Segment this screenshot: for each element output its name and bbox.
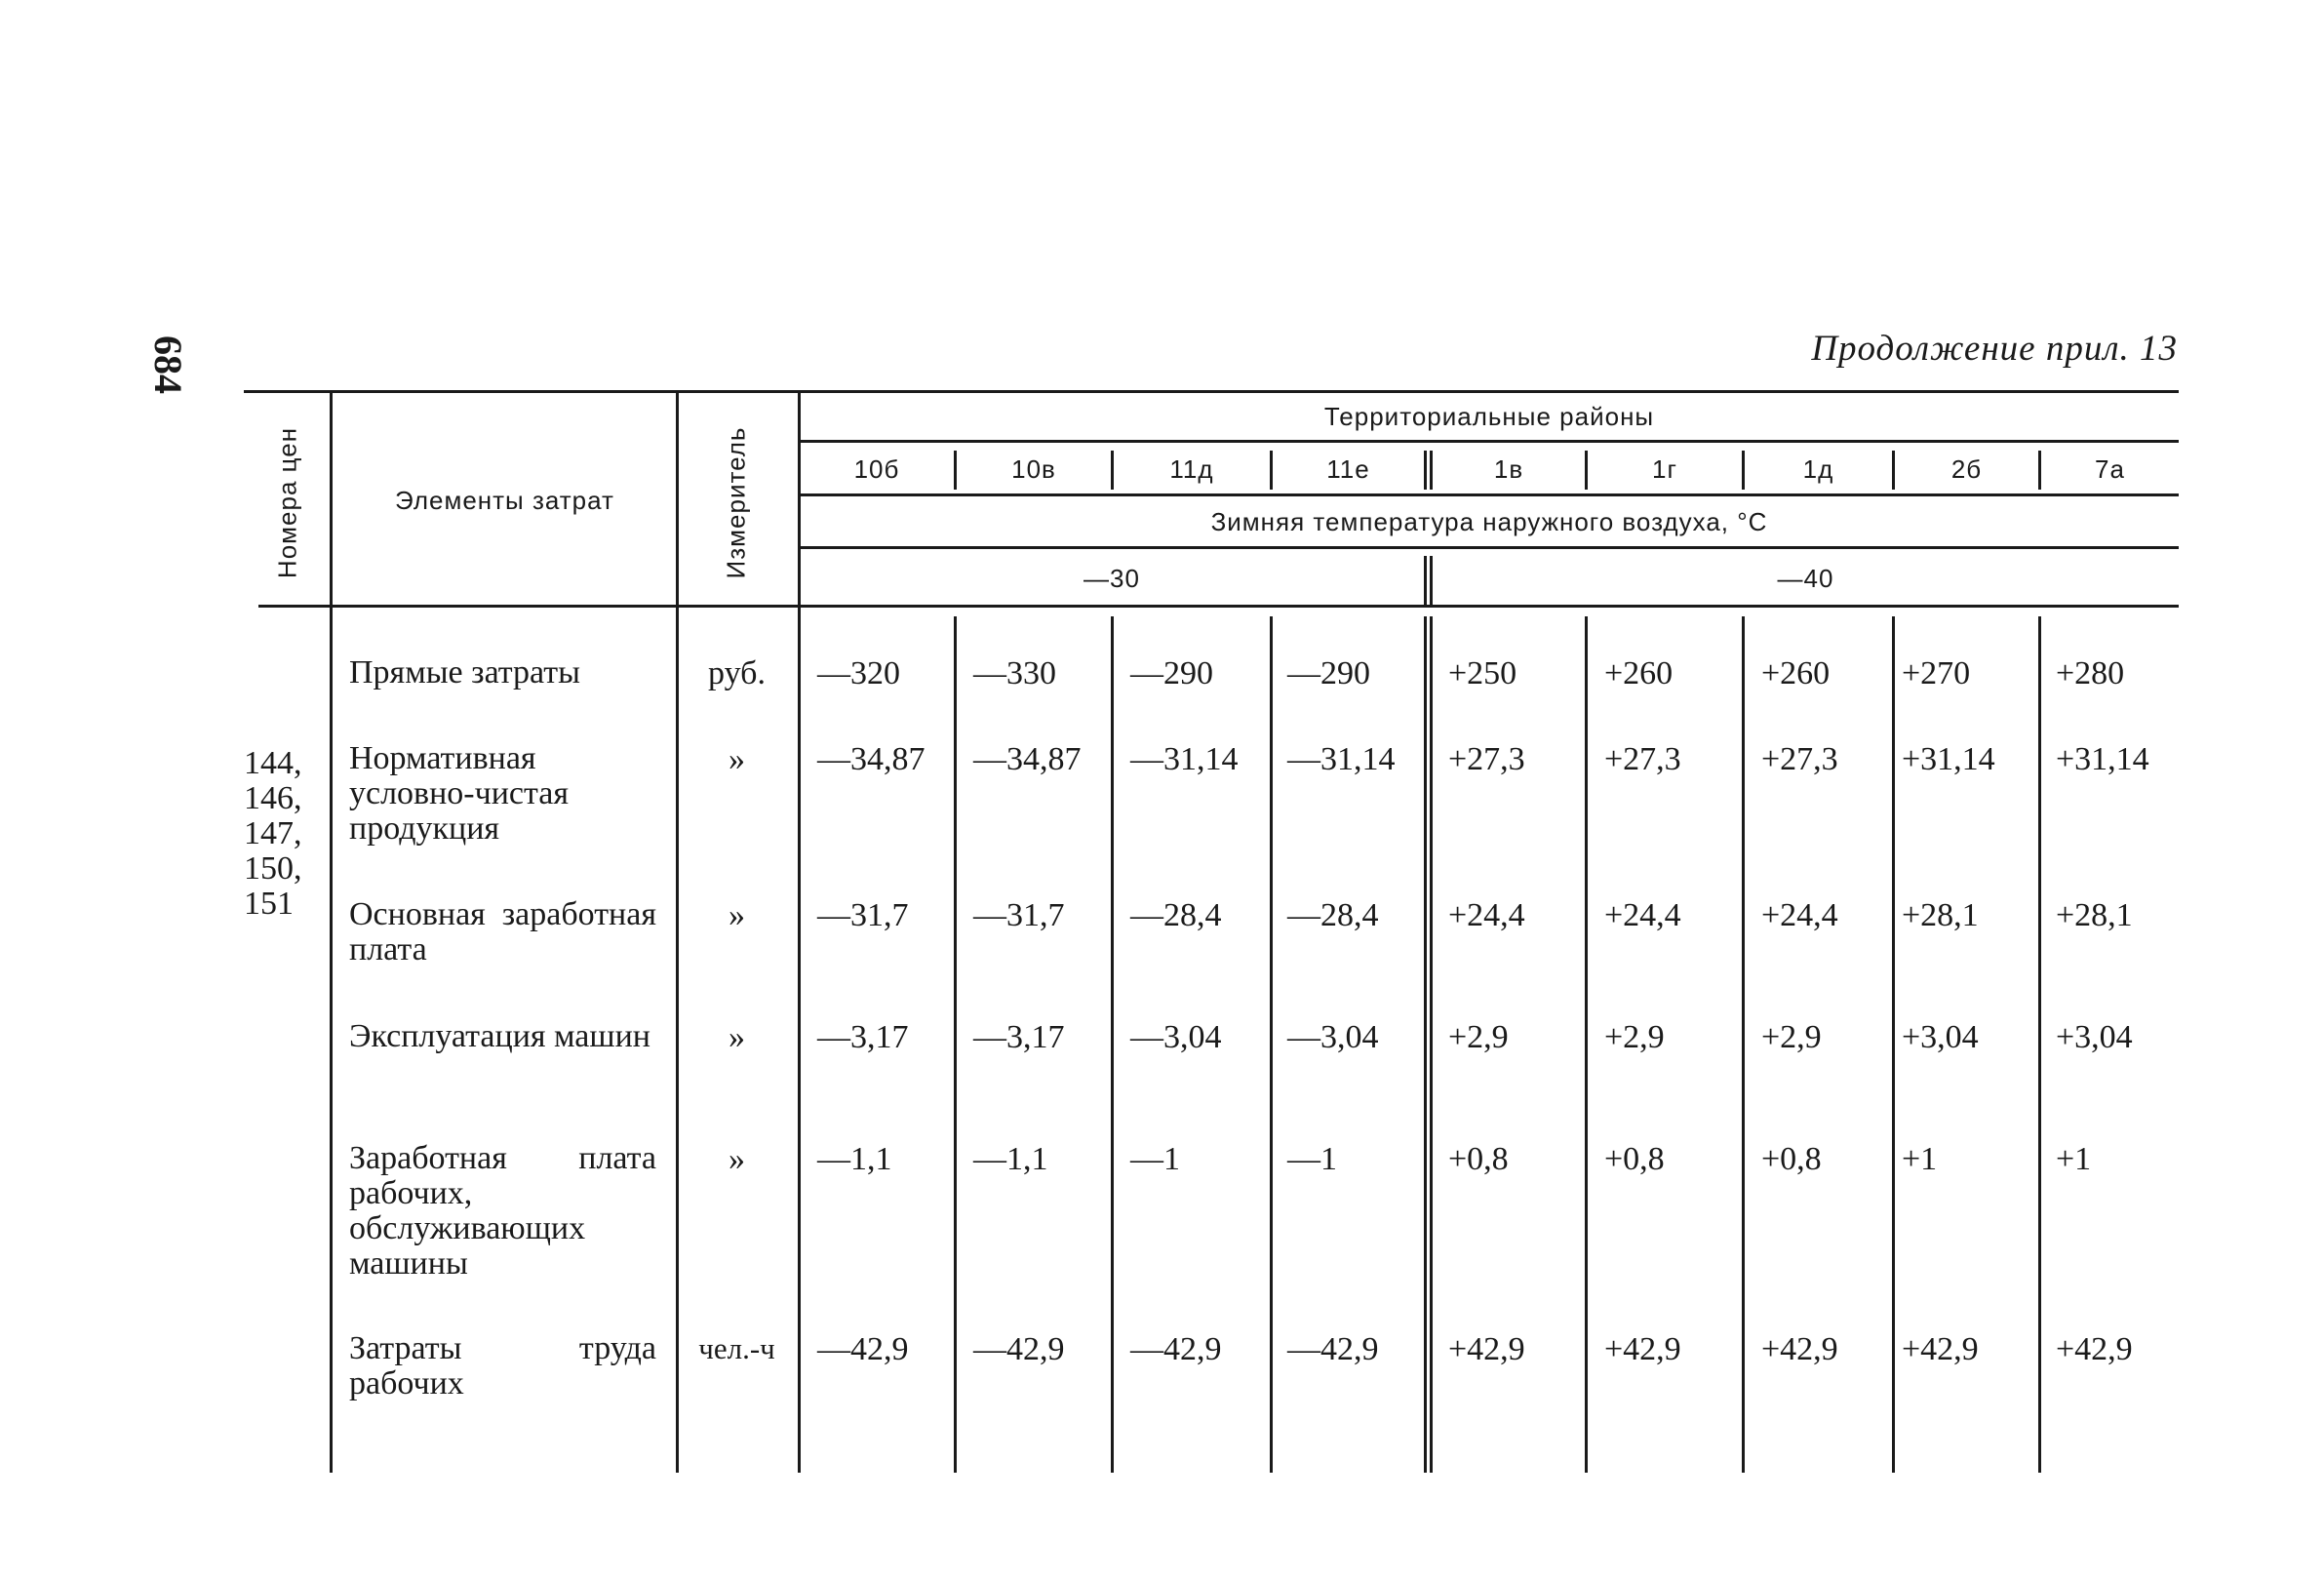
value-cell: +0,8 (1761, 1141, 1822, 1177)
value-cell: —31,7 (973, 897, 1065, 933)
region-label: 10в (1011, 454, 1056, 484)
value-col-divider (1270, 616, 1273, 1473)
value-cell: +260 (1604, 655, 1674, 691)
row-unit: » (729, 741, 745, 777)
value-cell: +24,4 (1448, 897, 1525, 933)
price-codes (244, 746, 332, 922)
value-cell: —42,9 (1130, 1331, 1222, 1367)
value-cell: —31,7 (817, 897, 909, 933)
value-col-divider (1892, 616, 1895, 1473)
value-cell: —42,9 (973, 1331, 1065, 1367)
header-temp-title: Зимняя температура наружного воздуха, °С (1210, 507, 1768, 536)
value-cell: +280 (2056, 655, 2125, 691)
region-label: 1д (1802, 454, 1834, 484)
region-divider (1424, 451, 1427, 490)
value-cell: —42,9 (817, 1331, 909, 1367)
value-cell: +2,9 (1448, 1019, 1509, 1055)
value-col-divider (1424, 616, 1427, 1473)
continuation-caption: Продолжение прил. 13 (1811, 329, 2178, 369)
header-bottom-rule (258, 605, 2179, 608)
temp-group-40: —40 (1777, 564, 1834, 593)
value-cell: —28,4 (1130, 897, 1222, 933)
regions-title-rule (800, 440, 2179, 443)
value-cell: +1 (1902, 1141, 1938, 1177)
value-cell: —34,87 (817, 741, 926, 777)
temp-group-30: —30 (1083, 564, 1140, 593)
value-cell: +1 (2056, 1141, 2092, 1177)
row-unit: » (729, 897, 745, 933)
row-element: Нормативная условно-чистая продукция (349, 740, 570, 847)
value-col-divider (1430, 616, 1433, 1473)
value-cell: +42,9 (2056, 1331, 2133, 1367)
region-label: 11д (1169, 454, 1214, 484)
value-col-divider (1742, 616, 1745, 1473)
value-cell: —3,04 (1287, 1019, 1379, 1055)
value-cell: +31,14 (2056, 741, 2149, 777)
price-code: 146, (244, 780, 302, 816)
value-cell: —330 (973, 655, 1056, 691)
header-regions-title: Территориальные районы (1323, 402, 1655, 431)
row-unit: » (729, 1141, 745, 1177)
value-cell: —1 (1287, 1141, 1337, 1177)
price-code: 150, (244, 850, 302, 887)
region-label: 11е (1326, 454, 1370, 484)
value-cell: +0,8 (1448, 1141, 1509, 1177)
value-cell: —3,17 (817, 1019, 909, 1055)
value-cell: +27,3 (1761, 741, 1838, 777)
row-element: Основная заработная плата (349, 896, 656, 967)
cost-table (244, 390, 2179, 1473)
header-elements: Элементы затрат (395, 486, 614, 515)
region-label: 7а (2095, 454, 2125, 484)
value-cell: —290 (1287, 655, 1370, 691)
price-code: 147, (244, 815, 302, 851)
value-cell: —1,1 (817, 1141, 892, 1177)
value-cell: —34,87 (973, 741, 1082, 777)
value-cell: +28,1 (1902, 897, 1979, 933)
value-cell: +42,9 (1902, 1331, 1979, 1367)
value-cell: —31,14 (1130, 741, 1239, 777)
value-col-divider (1111, 616, 1114, 1473)
value-cell: +24,4 (1604, 897, 1681, 933)
page-number: 684 (146, 335, 190, 394)
unit-values-divider (798, 393, 801, 1473)
value-cell: +27,3 (1448, 741, 1525, 777)
value-cell: —290 (1130, 655, 1213, 691)
value-cell: —320 (817, 655, 900, 691)
regions-rule (800, 493, 2179, 496)
value-col-divider (2038, 616, 2041, 1473)
value-cell: +42,9 (1604, 1331, 1681, 1367)
row-element: Затраты труда рабочих (349, 1330, 656, 1401)
value-col-divider (1585, 616, 1588, 1473)
row-element: Прямые затраты (349, 654, 580, 690)
value-cell: +3,04 (1902, 1019, 1979, 1055)
row-unit: чел.-ч (698, 1331, 775, 1365)
row-element: Заработная плата рабочих, обслуживающих машины (349, 1140, 656, 1282)
value-cell: +42,9 (1761, 1331, 1838, 1367)
value-cell: +2,9 (1761, 1019, 1822, 1055)
value-cell: —3,17 (973, 1019, 1065, 1055)
value-cell: +3,04 (2056, 1019, 2133, 1055)
value-cell: +28,1 (2056, 897, 2133, 933)
price-code: 144, (244, 745, 302, 781)
region-label: 1в (1493, 454, 1524, 484)
value-cell: +27,3 (1604, 741, 1681, 777)
codes-elements-divider (330, 393, 333, 1473)
region-label: 2б (1950, 454, 1983, 484)
temp-group-divider (1424, 556, 1427, 605)
region-label: 1г (1652, 454, 1677, 484)
value-cell: —28,4 (1287, 897, 1379, 933)
value-cell: +270 (1902, 655, 1971, 691)
row-element: Эксплуатация машин (349, 1018, 650, 1054)
value-cell: +31,14 (1902, 741, 1995, 777)
value-cell: +24,4 (1761, 897, 1838, 933)
header-codes: Номера цен (272, 426, 302, 579)
value-cell: —42,9 (1287, 1331, 1379, 1367)
temp-title-rule (800, 546, 2179, 549)
value-cell: +0,8 (1604, 1141, 1665, 1177)
row-unit: » (729, 1019, 745, 1055)
value-col-divider (954, 616, 957, 1473)
header-unit: Измеритель (721, 426, 751, 579)
table-top-rule (244, 390, 2179, 393)
value-cell: —1 (1130, 1141, 1180, 1177)
value-cell: +260 (1761, 655, 1831, 691)
region-label: 10б (853, 454, 900, 484)
value-cell: +42,9 (1448, 1331, 1525, 1367)
value-cell: +2,9 (1604, 1019, 1665, 1055)
value-cell: —31,14 (1287, 741, 1396, 777)
value-cell: —1,1 (973, 1141, 1048, 1177)
value-cell: —3,04 (1130, 1019, 1222, 1055)
value-cell: +250 (1448, 655, 1517, 691)
price-code: 151 (244, 886, 294, 922)
row-unit: руб. (708, 655, 766, 691)
